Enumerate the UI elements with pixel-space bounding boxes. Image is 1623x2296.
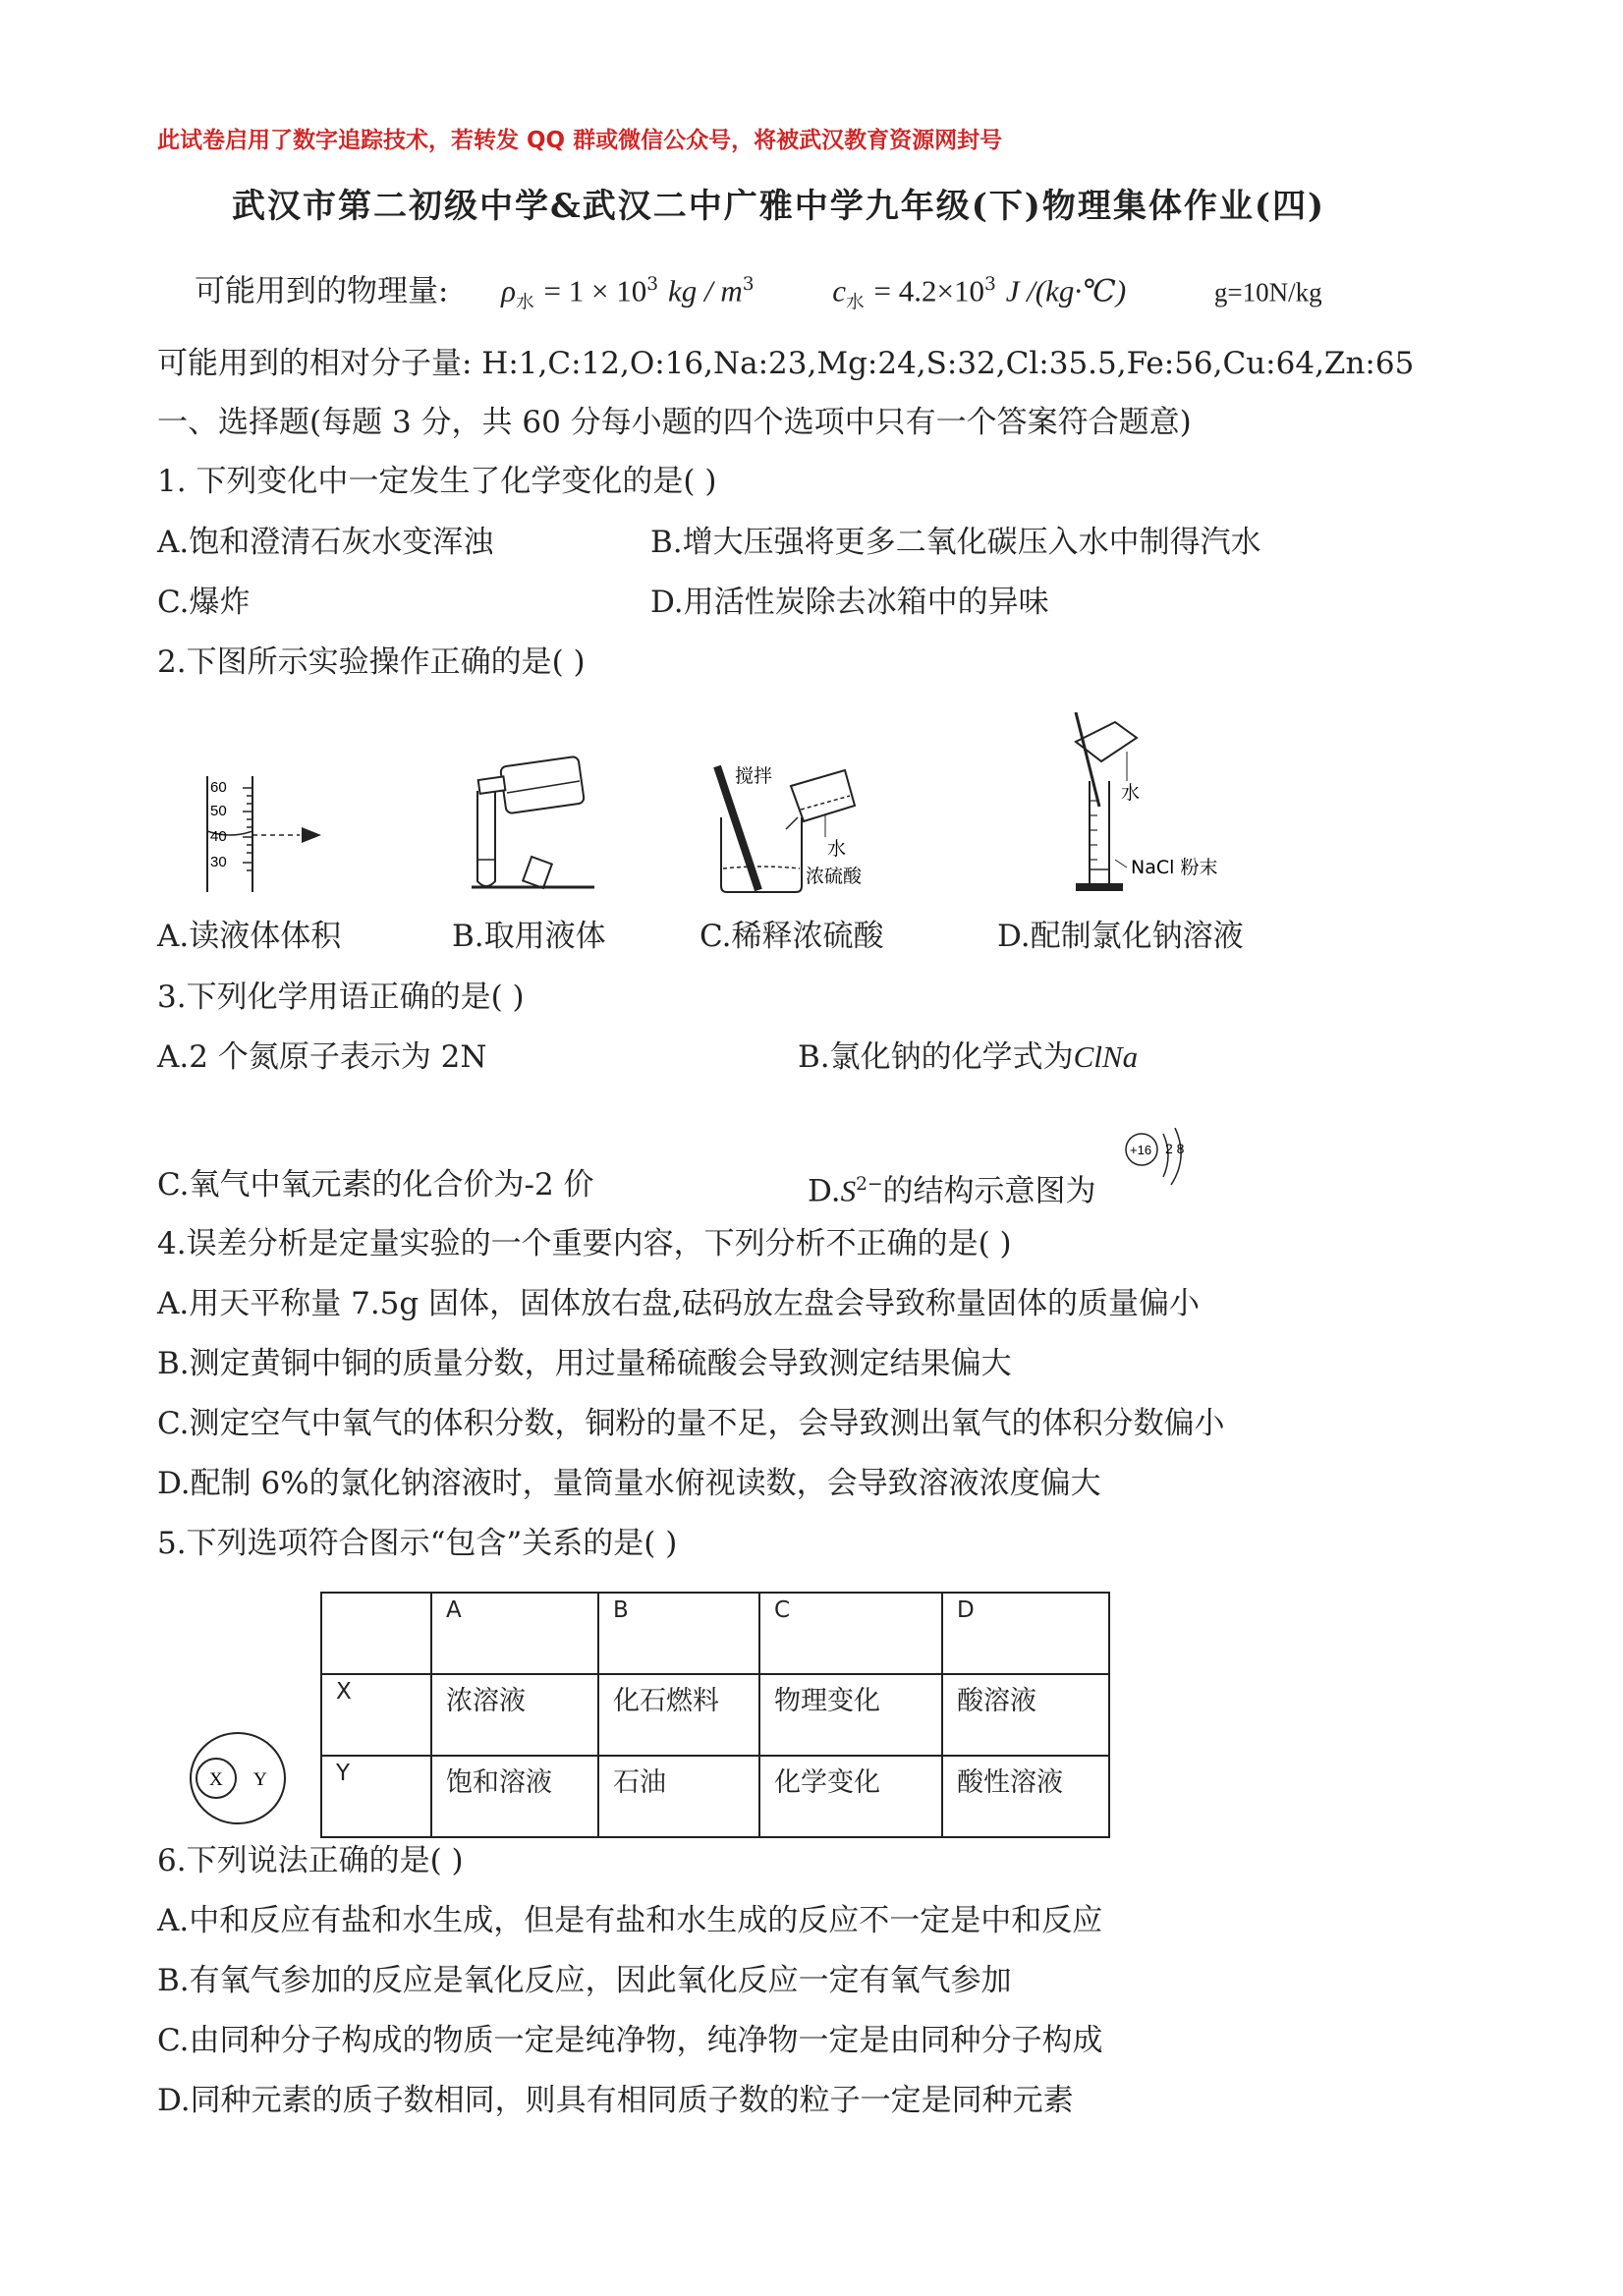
q4-option-a: A.用天平称量 7.5g 固体，固体放右盘,砝码放左盘会导致称量固体的质量偏小: [157, 1286, 1200, 1321]
q3-stem: 3.下列化学用语正确的是( ): [157, 980, 525, 1015]
q5-stem: 5.下列选项符合图示“包含”关系的是( ): [157, 1526, 678, 1561]
table-header-a: A: [431, 1593, 598, 1674]
c-symbol: c: [832, 273, 847, 308]
q3-option-a: A.2 个氮原子表示为 2N: [157, 1039, 487, 1075]
c-exponent: 3: [983, 274, 996, 295]
q5-venn-x-label: X: [209, 1769, 223, 1790]
table-cell: 酸性溶液: [942, 1756, 1109, 1837]
rho-symbol: ρ: [501, 273, 517, 308]
q3-option-d-suffix: 的结构示意图为: [882, 1173, 1096, 1209]
table-cell: 化石燃料: [598, 1674, 759, 1756]
q3-option-b-formula: ClNa: [1073, 1039, 1139, 1074]
q3-nucleus-charge: +16: [1130, 1143, 1152, 1157]
q1-option-b: B.增大压强将更多二氧化碳压入水中制得汽水: [650, 525, 1261, 560]
q5-venn-y-label: Y: [253, 1769, 267, 1790]
q2-fig-a-tick-60: 60: [210, 779, 227, 796]
table-header-c: C: [759, 1593, 942, 1674]
rho-subscript: 水: [516, 292, 534, 313]
q4-stem: 4.误差分析是定量实验的一个重要内容，下列分析不正确的是( ): [157, 1226, 1012, 1261]
table-row: [321, 1756, 1109, 1837]
q2-option-a: A.读液体体积: [157, 919, 342, 954]
q2-fig-c-water: 水: [827, 838, 847, 860]
q1-option-d: D.用活性炭除去冰箱中的异味: [650, 585, 1049, 620]
q2-option-d: D.配制氯化钠溶液: [997, 919, 1244, 954]
q2-stem: 2.下图所示实验操作正确的是( ): [157, 644, 586, 680]
q1-stem: 1. 下列变化中一定发生了化学变化的是( ): [157, 464, 717, 499]
q1-option-c: C.爆炸: [157, 585, 251, 620]
table-cell: [321, 1593, 431, 1674]
q2-fig-d-water: 水: [1121, 782, 1141, 804]
table-row-label-x: X: [321, 1674, 431, 1756]
q2-fig-a-tick-40: 40: [210, 828, 227, 845]
q4-option-c: C.测定空气中氧气的体积分数，铜粉的量不足，会导致测出氧气的体积分数偏小: [157, 1406, 1225, 1441]
q3-option-b: [798, 1037, 1138, 1077]
table-cell: 物理变化: [759, 1674, 942, 1756]
rho-value: = 1 × 10: [543, 273, 647, 308]
q1-option-a: A.饱和澄清石灰水变浑浊: [157, 525, 494, 560]
c-subscript: 水: [846, 292, 865, 313]
q3-option-b-text: B.氯化钠的化学式为: [798, 1039, 1074, 1075]
q3-sulfide-charge: 2−: [856, 1174, 883, 1195]
q3-option-c: C.氧气中氧元素的化合价为-2 价: [157, 1167, 594, 1203]
q4-option-b: B.测定黄铜中铜的质量分数，用过量稀硫酸会导致测定结果偏大: [157, 1346, 1012, 1381]
q2-figure-c: [707, 758, 884, 896]
c-value: = 4.2×10: [873, 273, 984, 308]
q2-fig-c-acid: 浓硫酸: [806, 866, 863, 887]
table-cell: 浓溶液: [431, 1674, 598, 1756]
q3-option-d-prefix: D.: [808, 1173, 841, 1209]
q3-sulfide-ion: S: [840, 1173, 857, 1208]
page-title: 武汉市第二初级中学&武汉二中广雅中学九年级(下)物理集体作业(四): [232, 187, 1326, 226]
g-constant: g=10N/kg: [1213, 277, 1322, 308]
q4-option-d: D.配制 6%的氯化钠溶液时，量筒量水俯视读数，会导致溶液浓度偏大: [157, 1466, 1101, 1501]
q2-figure-a: [192, 766, 339, 894]
table-header-b: B: [598, 1593, 759, 1674]
q5-venn-diagram: [185, 1729, 293, 1827]
q2-figure-b: [472, 732, 609, 894]
q2-fig-c-stir: 搅拌: [735, 765, 773, 787]
q2-fig-a-tick-30: 30: [210, 854, 227, 870]
table-header-d: D: [942, 1593, 1109, 1674]
c-unit: J /(kg·℃): [1005, 273, 1127, 308]
q2-figure-d: [1066, 712, 1262, 899]
rho-unit: kg / m: [667, 273, 743, 308]
rho-exponent: 3: [646, 274, 659, 295]
q6-option-b: B.有氧气参加的反应是氧化反应，因此氧化反应一定有氧气参加: [157, 1963, 1012, 1998]
rho-unit-exponent: 3: [742, 274, 755, 295]
q2-fig-d-nacl: NaCl 粉末: [1131, 857, 1218, 878]
q3-shell-electrons: 2 8: [1165, 1141, 1185, 1156]
table-row: [321, 1593, 1109, 1674]
q6-option-a: A.中和反应有盐和水生成，但是有盐和水生成的反应不一定是中和反应: [157, 1903, 1103, 1938]
q2-option-c: C.稀释浓硫酸: [700, 919, 884, 954]
q6-option-c: C.由同种分子构成的物质一定是纯净物，纯净物一定是由同种分子构成: [157, 2023, 1103, 2058]
atomic-masses: 可能用到的相对分子量: H:1,C:12,O:16,Na:23,Mg:24,S:32,Cl:35.5,Fe:56,Cu:64,Zn:65: [157, 346, 1415, 381]
section-heading: 一、选择题(每题 3 分，共 60 分每小题的四个选项中只有一个答案符合题意): [157, 405, 1192, 440]
table-cell: 酸溶液: [942, 1674, 1109, 1756]
table-row: [321, 1674, 1109, 1756]
constants-label: 可能用到的物理量:: [195, 273, 449, 309]
q2-fig-a-tick-50: 50: [210, 803, 227, 819]
table-cell: 饱和溶液: [431, 1756, 598, 1837]
table-cell: 石油: [598, 1756, 759, 1837]
q5-options-table: [320, 1592, 1110, 1838]
table-row-label-y: Y: [321, 1756, 431, 1837]
constants-line: [195, 265, 1322, 323]
table-cell: 化学变化: [759, 1756, 942, 1837]
q3-atom-structure-diagram: [1120, 1128, 1199, 1189]
q2-option-b: B.取用液体: [452, 919, 606, 954]
q6-option-d: D.同种元素的质子数相同，则具有相同质子数的粒子一定是同种元素: [157, 2083, 1074, 2118]
q3-option-d: [808, 1165, 1096, 1210]
q6-stem: 6.下列说法正确的是( ): [157, 1843, 464, 1878]
tracking-notice: 此试卷启用了数字追踪技术，若转发 QQ 群或微信公众号，将被武汉教育资源网封号: [157, 128, 1003, 153]
